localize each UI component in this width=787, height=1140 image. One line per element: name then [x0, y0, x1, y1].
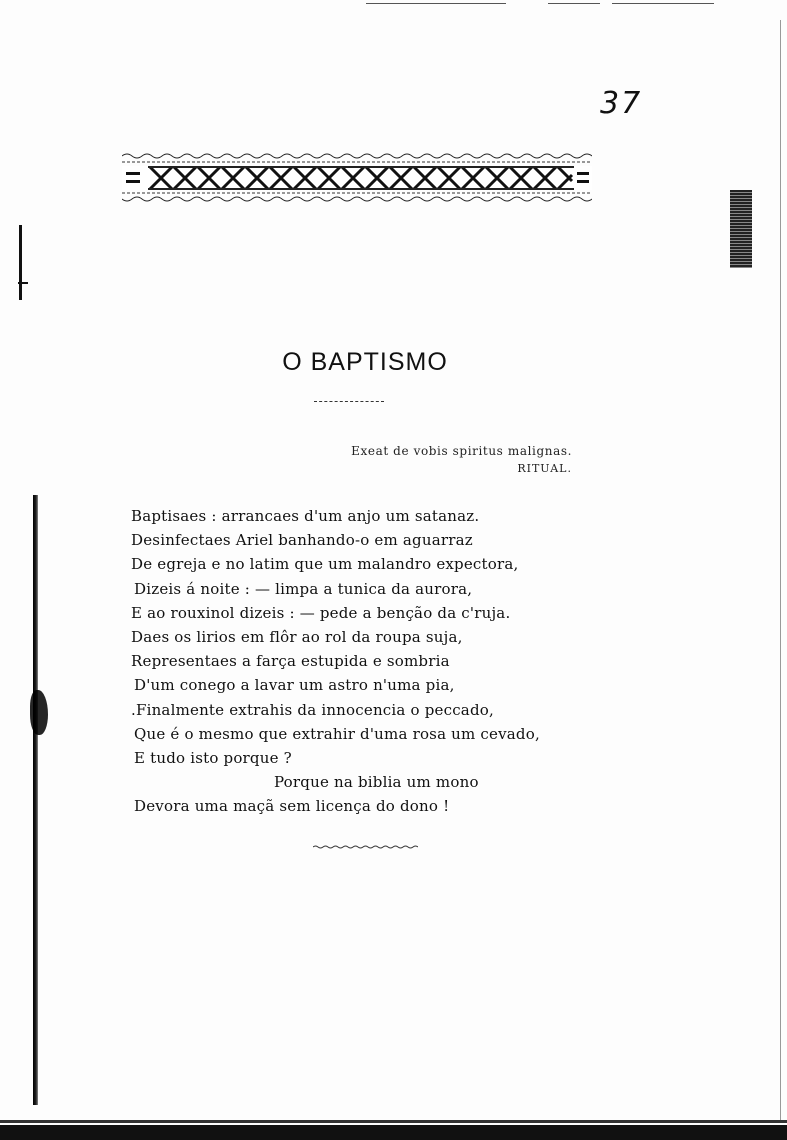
poem-line: De egreja e no latim que um malandro expectora, [131, 555, 519, 574]
scan-bottom-line [0, 1120, 787, 1123]
poem-line: Daes os lirios em flôr ao rol da roupa suja, [131, 628, 463, 647]
poem-line: Porque na biblia um mono [274, 773, 479, 792]
scan-top-rule [548, 3, 600, 4]
scan-top-rule [612, 3, 714, 4]
poem-line: D'um conego a lavar um astro n'uma pia, [134, 676, 455, 695]
page-number: 37 [600, 86, 643, 121]
epigraph-text: Exeat de vobis spiritus malignas. [351, 444, 572, 458]
poem-line: Desinfectaes Ariel banhando-o em aguarraz [131, 531, 473, 550]
title-divider [314, 401, 384, 402]
scan-top-rule [366, 3, 506, 4]
scan-margin-mark [18, 282, 28, 284]
poem-line: E ao rouxinol dizeis : — pede a benção da c'ruja. [131, 603, 511, 622]
poem-line: Dizeis á noite : — limpa a tunica da aurora, [134, 579, 473, 598]
poem-line: Que é o mesmo que extrahir d'uma rosa um cevado, [134, 724, 540, 743]
ornamental-header-band [122, 148, 592, 204]
epigraph [351, 442, 572, 478]
poem-line: Representaes a farça estupida e sombria [131, 652, 450, 671]
page-right-edge [780, 20, 781, 1120]
poem-body [131, 504, 601, 819]
poem-title: O BAPTISMO [282, 348, 448, 376]
scan-bottom-bar [0, 1125, 787, 1140]
poem-line: E tudo isto porque ? [134, 749, 292, 768]
poem-line: Devora uma maçã sem licença do dono ! [134, 797, 450, 816]
end-ornament-rule [313, 844, 418, 850]
scan-edge-artifact [730, 190, 752, 268]
poem-line: .Finalmente extrahis da innocencia o peccado, [131, 700, 494, 719]
ink-blot [30, 690, 48, 735]
poem-line: Baptisaes : arrancaes d'um anjo um satanaz. [131, 507, 480, 525]
binding-edge [33, 495, 38, 1105]
scan-margin-mark [19, 225, 22, 300]
epigraph-attribution: RITUAL. [517, 462, 572, 475]
